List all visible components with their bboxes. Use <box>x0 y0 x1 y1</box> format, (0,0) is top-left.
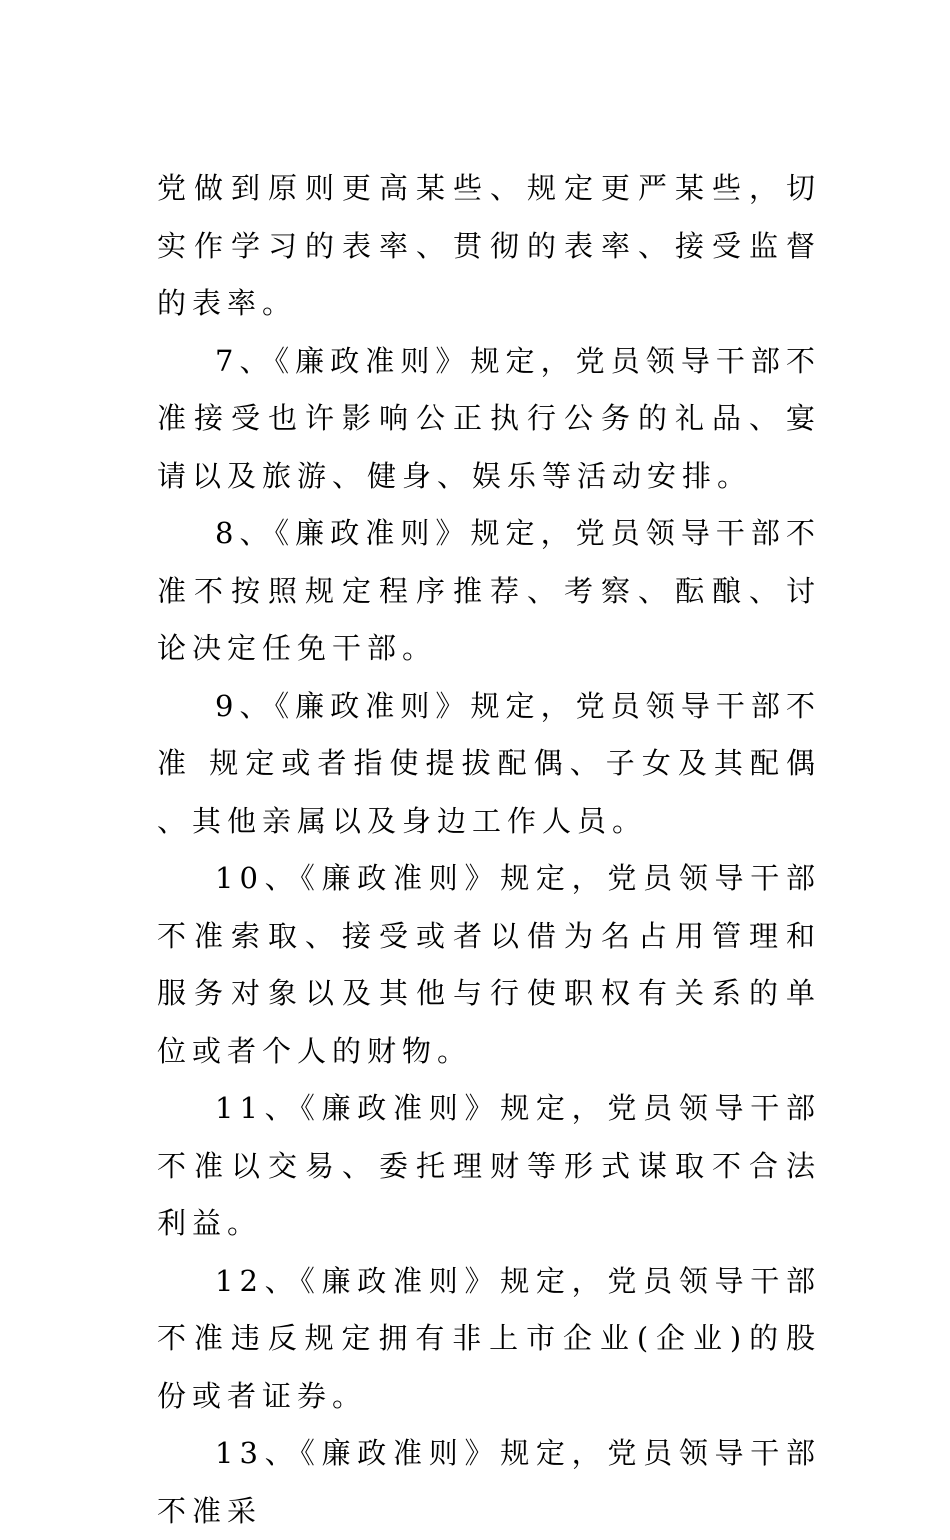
paragraph-item-12: 12、《廉政准则》规定，党员领导干部不准违反规定拥有非上市企业(企业)的股份或者证券。 <box>157 1263 821 1413</box>
paragraph-item-8: 8、《廉政准则》规定，党员领导干部不准不按照规定程序推荐、考察、酝酿、讨论决定任免干部。 <box>157 516 821 665</box>
paragraph-item-10: 10、《廉政准则》规定，党员领导干部不准索取、接受或者以借为名占用管理和服务对象以及其他与行使职权有关系的单位或者个人的财物。 <box>157 861 821 1068</box>
paragraph-item-7: 7、《廉政准则》规定，党员领导干部不准接受也许影响公正执行公务的礼品、宴请以及旅游、健身、娱乐等活动安排。 <box>157 343 821 493</box>
paragraph-continuation: 党做到原则更高某些、规定更严某些，切实作学习的表率、贯彻的表率、接受监督的表率。 <box>157 171 821 320</box>
paragraph-item-11: 11、《廉政准则》规定，党员领导干部不准以交易、委托理财等形式谋取不合法利益。 <box>157 1091 821 1240</box>
paragraph-item-9: 9、《廉政准则》规定，党员领导干部不准 规定或者指使提拔配偶、子女及其配偶、其他亲属以及身边工作人员。 <box>157 688 821 838</box>
document-body <box>157 160 821 1540</box>
paragraph-item-13: 13、《廉政准则》规定，党员领导干部不准采 <box>157 1436 821 1528</box>
